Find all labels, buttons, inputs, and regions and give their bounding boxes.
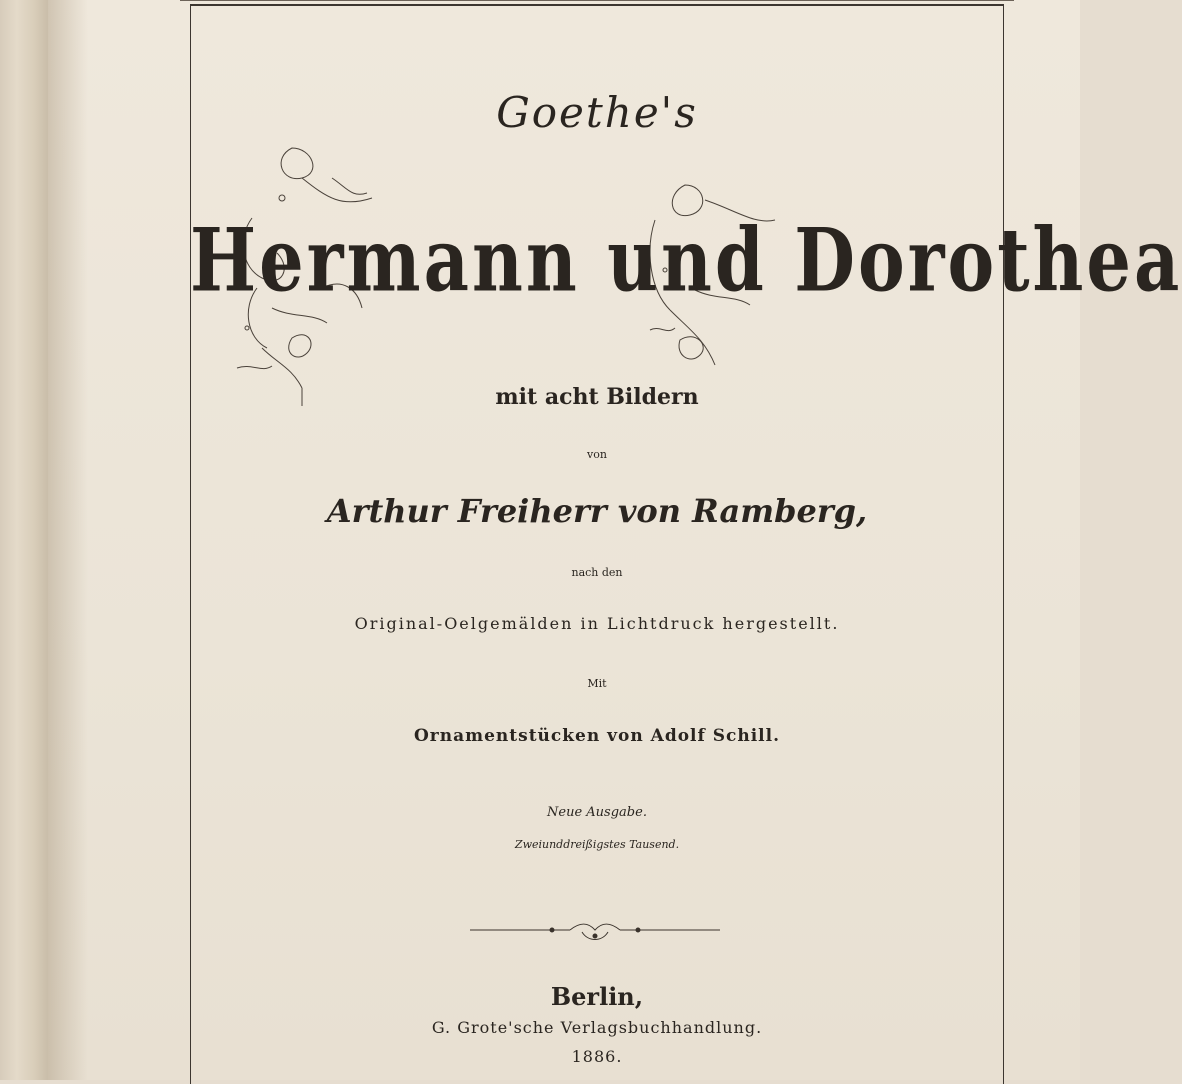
mit-label: Mit: [587, 677, 607, 690]
von-label: von: [587, 448, 607, 461]
left-page-edge: [0, 0, 48, 1080]
subtitle: mit acht Bildern: [495, 384, 699, 410]
printing-label: Zweiunddreißigstes Tausend.: [514, 838, 680, 851]
book-title: Hermann und Dorothea: [190, 208, 1182, 312]
publisher-name: G. Grote'sche Verlagsbuchhandlung.: [431, 1018, 763, 1037]
ornament-credit: Ornamentstücken von Adolf Schill.: [413, 726, 781, 746]
frame-top-rule: [180, 0, 1014, 1]
illustrator-name: Arthur Freiherr von Ramberg,: [326, 492, 868, 530]
publication-city: Berlin,: [550, 982, 644, 1011]
gutter-shadow: [48, 0, 88, 1080]
reproduction-method: Original-Oelgemälden in Lichtdruck hergestellt.: [354, 614, 840, 633]
author-prefix: Goethe's: [496, 88, 698, 137]
edition-label: Neue Ausgabe.: [547, 805, 647, 820]
nach-den-label: nach den: [571, 566, 623, 579]
publication-year: 1886.: [571, 1047, 623, 1066]
divider-ornament: [470, 920, 720, 950]
